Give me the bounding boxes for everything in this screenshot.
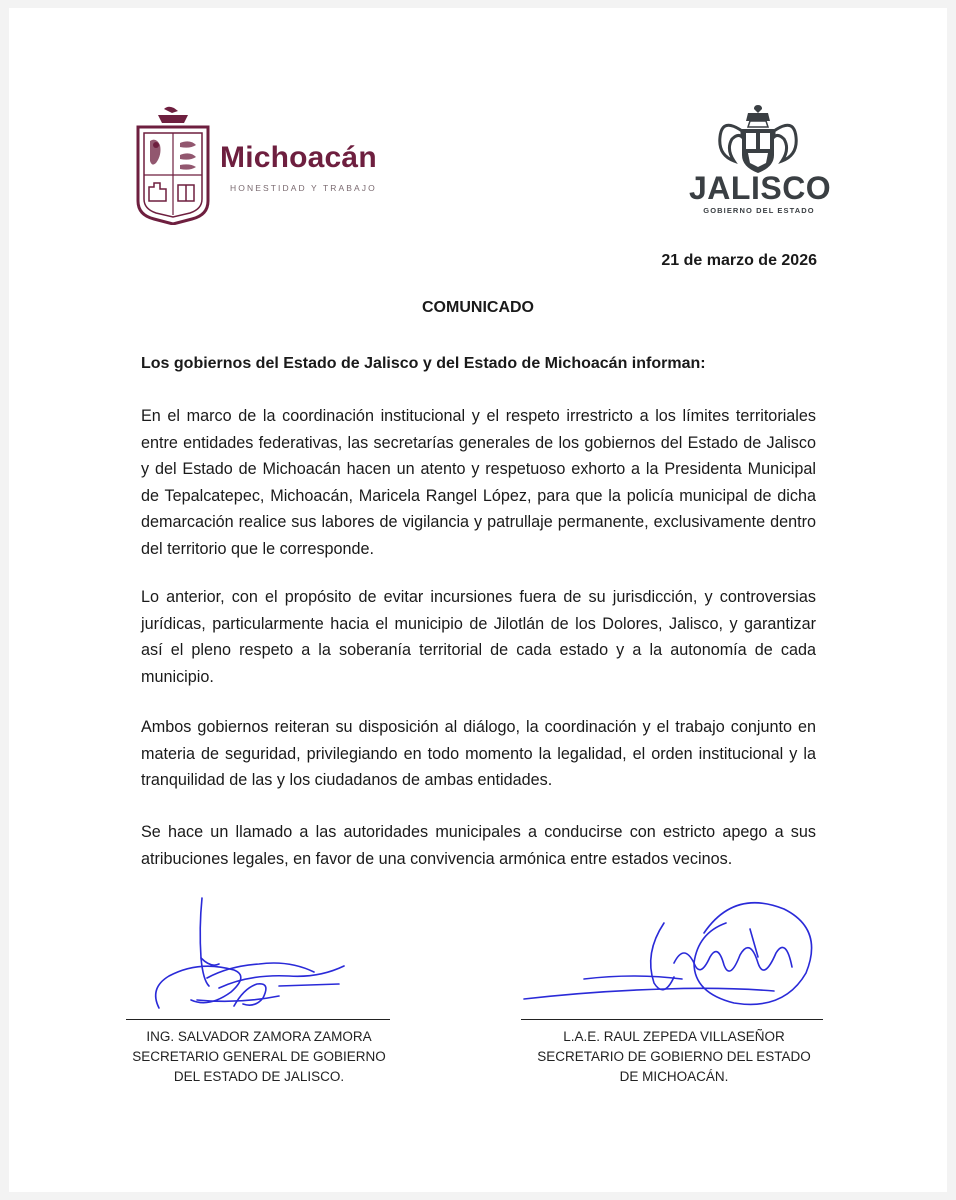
michoacan-tagline: HONESTIDAD Y TRABAJO — [230, 183, 377, 193]
signatory-jalisco — [109, 1027, 409, 1087]
paragraph-1: En el marco de la coordinación institucional y el respeto irrestricto a los límites territoriales entre entidades federativas, las secretarías generales de los gobiernos del Estado de Jalisco y del Estado de Michoacán hacen un atento y respetuoso exhorto a la Presidenta Municipal de Tepalcatepec, Michoacán, Maricela Rangel López, para que la policía municipal de dicha demarcación realice sus labores de vigilancia y patrullaje permanente, exclusivamente dentro del territorio que le corresponde. — [141, 407, 816, 558]
jalisco-logo-text: JALISCO — [689, 170, 832, 206]
paragraph-4: Se hace un llamado a las autoridades municipales a conducirse con estricto apego a sus atribuciones legales, en favor de una convivencia armónica entre estados vecinos. — [141, 823, 816, 868]
document-title: COMUNICADO — [422, 299, 534, 316]
signatory-title: DEL ESTADO DE JALISCO. — [173, 1069, 345, 1084]
signatory-title: DE MICHOACÁN. — [619, 1069, 729, 1084]
document-page — [9, 8, 947, 1192]
signatory-michoacan — [514, 1027, 834, 1087]
signature-jalisco — [139, 888, 399, 1028]
signature-line-1 — [126, 1019, 390, 1020]
lead-statement: Los gobiernos del Estado de Jalisco y del Estado de Michoacán informan: — [141, 355, 706, 372]
signatory-title: SECRETARIO DE GOBIERNO DEL ESTADO — [537, 1049, 811, 1064]
signature-michoacan — [514, 893, 824, 1018]
paragraph-3: Ambos gobiernos reiteran su disposición al diálogo, la coordinación y el trabajo conjunto en materia de seguridad, privilegiando en todo momento la legalidad, el orden institucional y la tranquilidad de las y los ciudadanos de ambas entidades. — [141, 718, 816, 790]
signatory-name: ING. SALVADOR ZAMORA ZAMORA — [146, 1029, 372, 1044]
signature-line-2 — [521, 1019, 823, 1020]
signatory-name: L.A.E. RAUL ZEPEDA VILLASEÑOR — [563, 1029, 785, 1044]
jalisco-coat-of-arms-icon — [712, 103, 804, 175]
michoacan-logo-text: Michoacán — [220, 141, 377, 174]
paragraph-2: Lo anterior, con el propósito de evitar incursiones fuera de su jurisdicción, y controversias jurídicas, particularmente hacia el municipio de Jilotlán de los Dolores, Jalisco, y garantizar así el pleno respeto a la soberanía territorial de cada estado y a la autonomía de cada municipio. — [141, 588, 816, 686]
jalisco-subtitle: GOBIERNO DEL ESTADO — [703, 206, 815, 215]
signatory-title: SECRETARIO GENERAL DE GOBIERNO — [132, 1049, 386, 1064]
michoacan-coat-of-arms-icon — [134, 105, 212, 225]
document-date: 21 de marzo de 2026 — [661, 252, 817, 269]
